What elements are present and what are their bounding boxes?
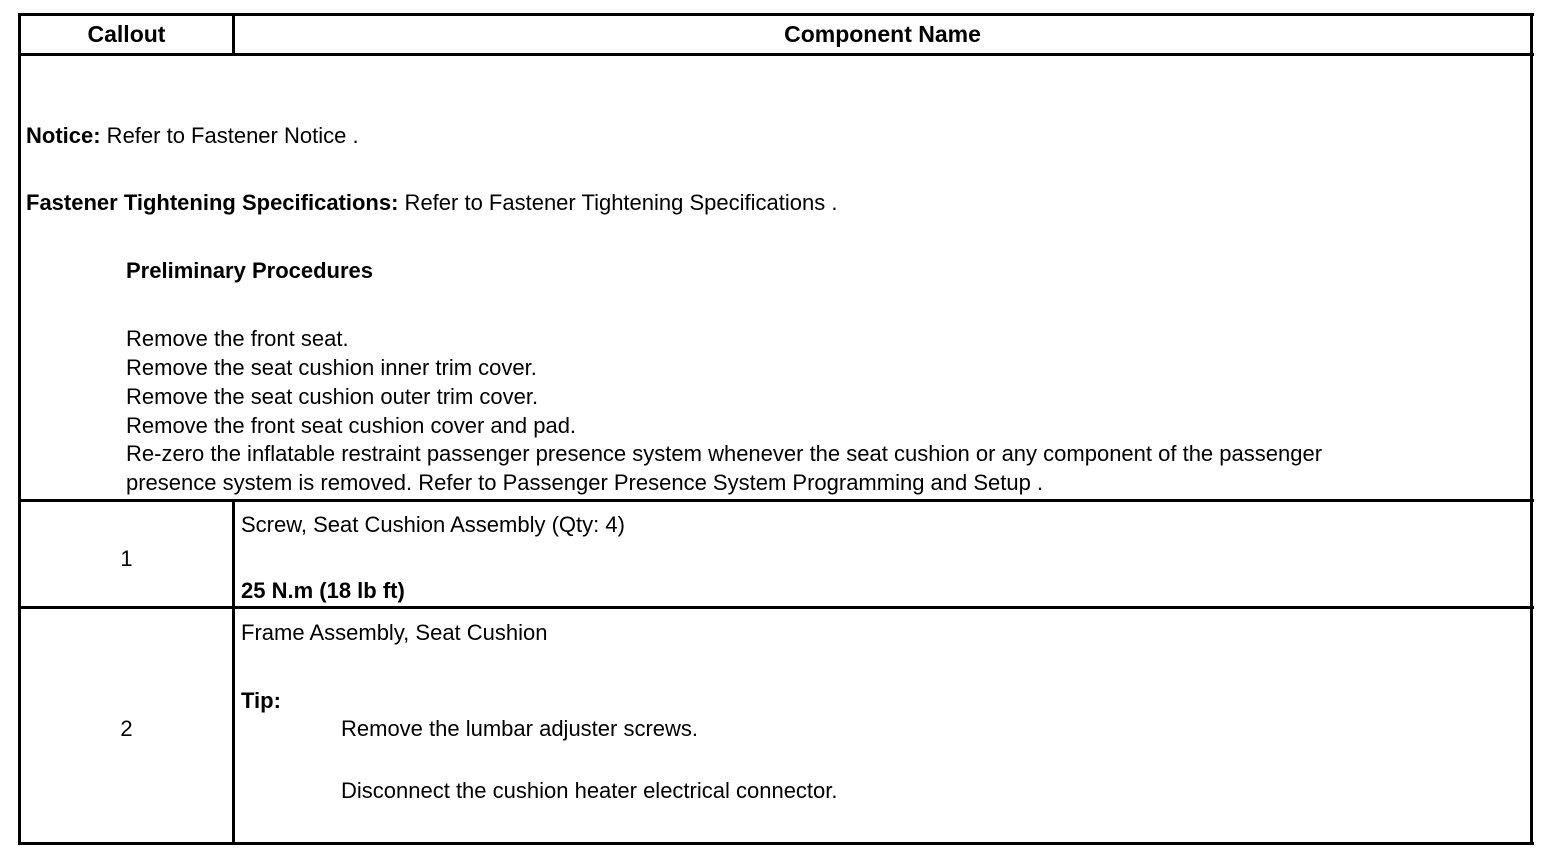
notice-text: Refer to Fastener Notice . — [100, 123, 359, 148]
row-1-torque: 25 N.m (18 lb ft) — [241, 578, 405, 603]
step-item: presence system is removed. Refer to Passenger Presence System Programming and Setup . — [126, 470, 1044, 495]
row-2-tip-label: Tip: — [241, 688, 281, 713]
spec-text: Refer to Fastener Tightening Specifications . — [398, 190, 838, 215]
step-item: Remove the seat cushion inner trim cover. — [126, 355, 537, 380]
table-border-right — [1530, 13, 1533, 845]
spec-label: Fastener Tightening Specifications: — [26, 190, 399, 215]
step-item: Remove the seat cushion outer trim cover. — [126, 384, 539, 409]
table-border-bottom — [18, 842, 1534, 845]
step-item: Remove the front seat cushion cover and pad. — [126, 413, 577, 438]
row-1-callout: 1 — [120, 546, 133, 571]
table-border-top — [18, 13, 1534, 16]
row-2-tip-item: Remove the lumbar adjuster screws. — [341, 716, 699, 741]
column-divider-rows — [232, 499, 235, 845]
row-1-name: Screw, Seat Cushion Assembly (Qty: 4) — [241, 512, 625, 537]
row-2-callout: 2 — [120, 716, 133, 741]
header-callout: Callout — [87, 21, 166, 47]
notice-label: Notice: — [26, 123, 101, 148]
header-divider — [18, 53, 1534, 56]
step-item: Re-zero the inflatable restraint passenger presence system whenever the seat cushion or any component of the passenger — [126, 441, 1323, 466]
row-2-tip-item: Disconnect the cushion heater electrical connector. — [341, 778, 838, 803]
spec-line — [26, 188, 837, 217]
header-component-name: Component Name — [784, 21, 981, 47]
row-2-name: Frame Assembly, Seat Cushion — [241, 620, 548, 645]
notice-line — [26, 121, 359, 150]
step-item: Remove the front seat. — [126, 326, 349, 351]
row-divider — [18, 606, 1534, 609]
intro-divider — [18, 499, 1534, 502]
preliminary-title: Preliminary Procedures — [126, 258, 374, 283]
